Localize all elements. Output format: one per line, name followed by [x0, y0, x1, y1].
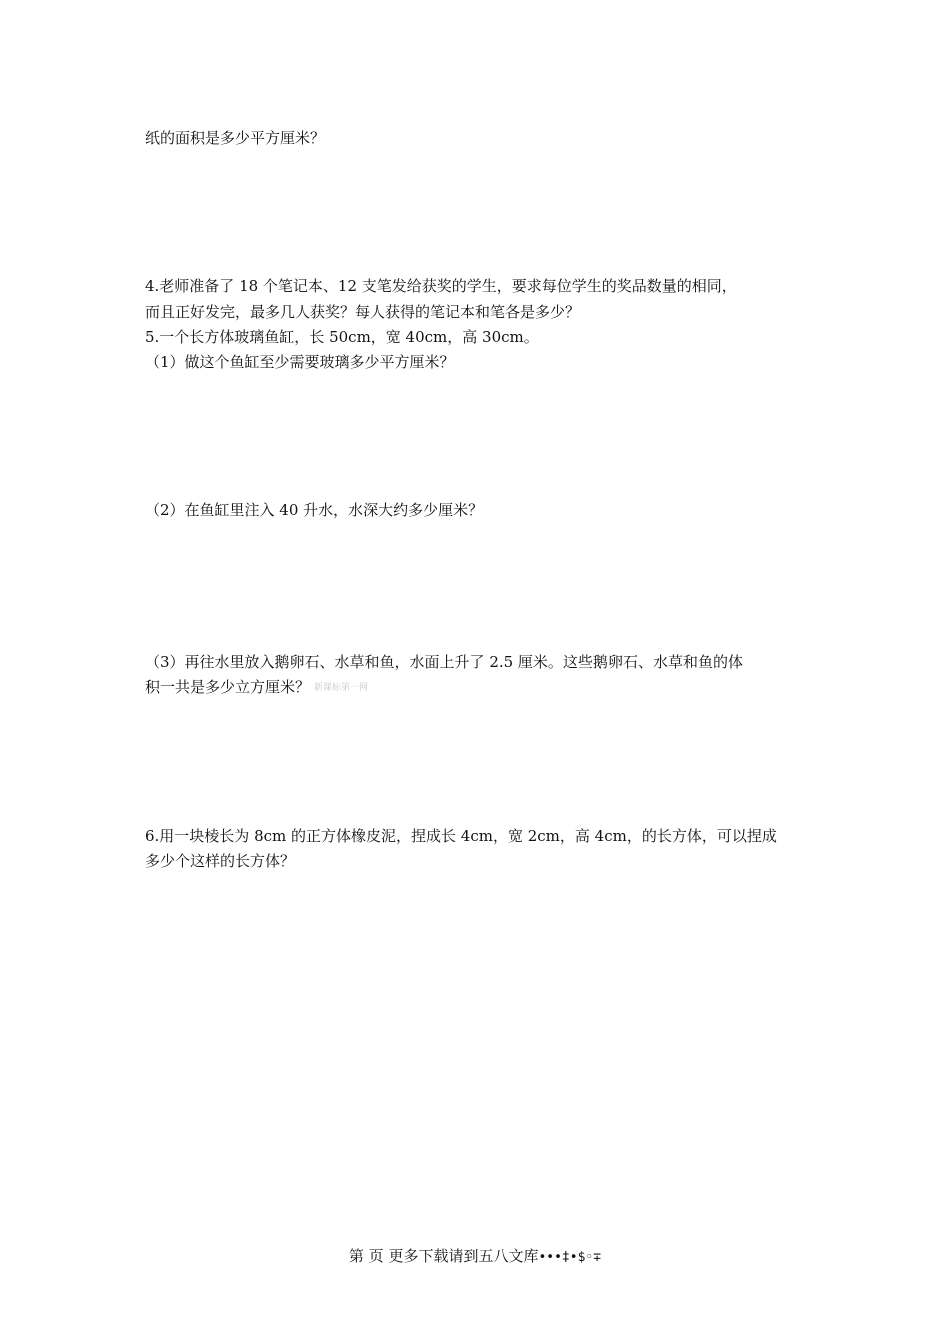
- text-line-1: 纸的面积是多少平方厘米？: [145, 129, 326, 147]
- question-4-line-1: 4.老师准备了 18 个笔记本、12 支笔发给获奖的学生，要求每位学生的奖品数量的相同，: [145, 277, 737, 295]
- footer-text: 第 页 更多下载请到五八文库: [348, 1247, 539, 1265]
- question-5-part-3-text: 积一共是多少立方厘米？: [145, 678, 311, 696]
- footer-garbled-text: •••‡•$◦∓: [538, 1250, 602, 1265]
- question-4-line-2: 而且正好发完，最多几人获奖？每人获得的笔记本和笔各是多少？: [145, 303, 581, 321]
- question-6-line-2: 多少个这样的长方体？: [145, 852, 296, 870]
- question-5-part-3-line-1: （3）再往水里放入鹅卵石、水草和鱼，水面上升了 2.5 厘米。这些鹅卵石、水草和鱼的体: [145, 653, 743, 671]
- watermark: 新课标第一网: [314, 683, 369, 693]
- question-5-line: 5.一个长方体玻璃鱼缸，长 50cm，宽 40cm，高 30cm。: [145, 328, 539, 346]
- question-5-part-2: （2）在鱼缸里注入 40 升水，水深大约多少厘米？: [145, 501, 484, 519]
- question-5-part-3-line-2: [145, 677, 368, 698]
- question-6-line-1: 6.用一块棱长为 8cm 的正方体橡皮泥，捏成长 4cm，宽 2cm，高 4cm，的长方体，可以捏成: [145, 827, 777, 845]
- question-5-part-1: （1）做这个鱼缸至少需要玻璃多少平方厘米？: [145, 353, 455, 371]
- page-footer: [0, 1246, 950, 1268]
